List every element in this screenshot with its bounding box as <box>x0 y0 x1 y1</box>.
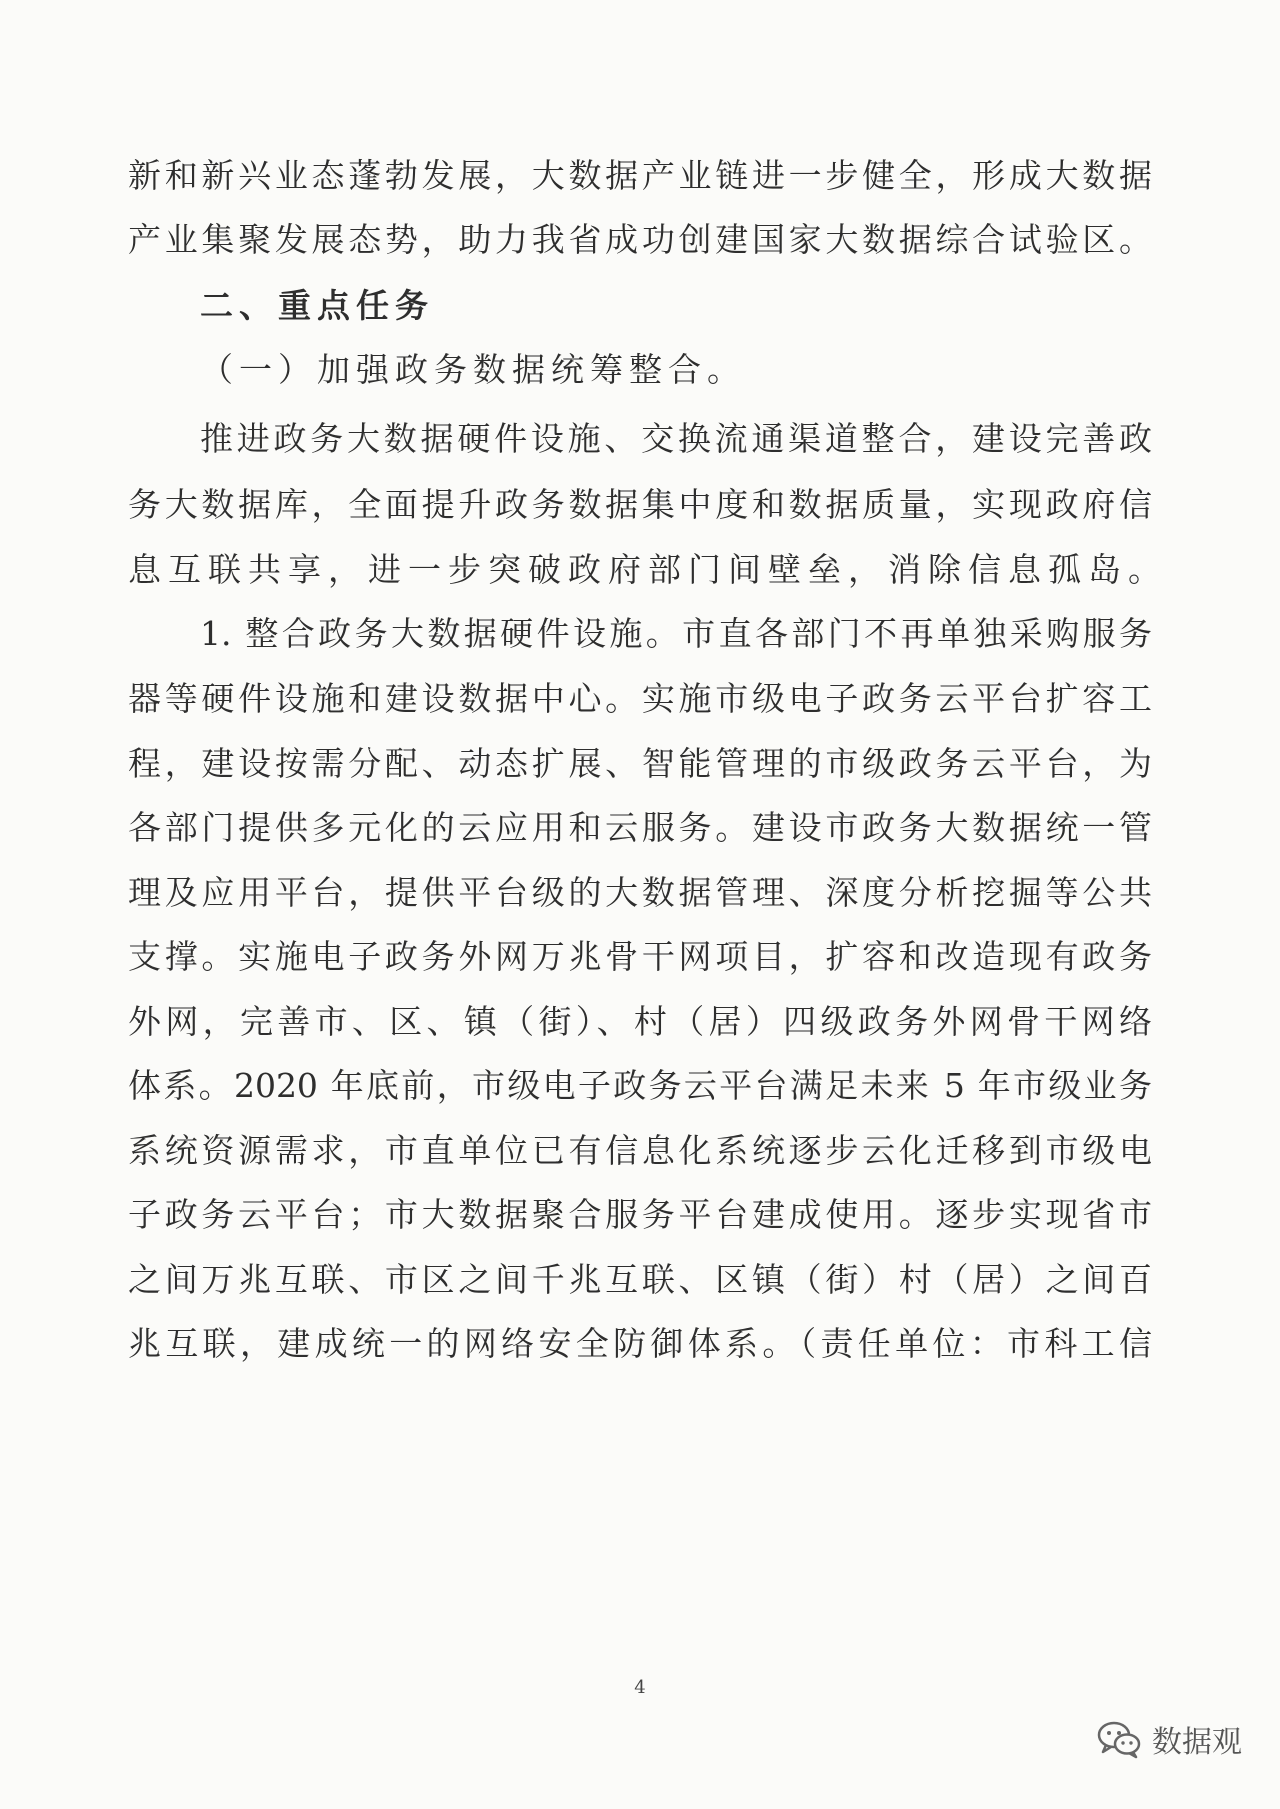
paragraph-line: 之间万兆互联、市区之间千兆互联、区镇（街）村（居）之间百 <box>128 1260 1152 1299</box>
paragraph-line: 1. 整合政务大数据硬件设施。市直各部门不再单独采购服务 <box>200 614 1152 653</box>
paragraph-line: 各部门提供多元化的云应用和云服务。建设市政务大数据统一管 <box>128 808 1152 847</box>
section-heading: 二、重点任务 <box>200 286 434 325</box>
paragraph-line: 体系。2020 年底前，市级电子政务云平台满足未来 5 年市级业务 <box>128 1066 1152 1105</box>
wechat-icon <box>1096 1719 1142 1759</box>
paragraph-line: 兆互联，建成统一的网络安全防御体系。（责任单位：市科工信 <box>128 1324 1152 1363</box>
text-line: 新和新兴业态蓬勃发展，大数据产业链进一步健全，形成大数据 <box>128 156 1152 195</box>
paragraph-line: 务大数据库，全面提升政务数据集中度和数据质量，实现政府信 <box>128 485 1152 524</box>
paragraph-line: 息互联共享，进一步突破政府部门间壁垒，消除信息孤岛。 <box>128 550 1168 589</box>
page-number: 4 <box>634 1677 646 1698</box>
paragraph-line: 理及应用平台，提供平台级的大数据管理、深度分析挖掘等公共 <box>128 873 1152 912</box>
paragraph-line: 支撑。实施电子政务外网万兆骨干网项目，扩容和改造现有政务 <box>128 937 1152 976</box>
paragraph-line: 子政务云平台；市大数据聚合服务平台建成使用。逐步实现省市 <box>128 1195 1152 1234</box>
paragraph-line: 程，建设按需分配、动态扩展、智能管理的市级政务云平台，为 <box>128 744 1152 783</box>
text-line: 产业集聚发展态势，助力我省成功创建国家大数据综合试验区。 <box>128 220 1152 259</box>
subsection-heading: （一）加强政务数据统筹整合。 <box>200 350 746 389</box>
paragraph-line: 推进政务大数据硬件设施、交换流通渠道整合，建设完善政 <box>200 419 1152 458</box>
paragraph-line: 外网，完善市、区、镇（街）、村（居）四级政务外网骨干网络 <box>128 1002 1152 1041</box>
watermark <box>1096 1717 1242 1761</box>
watermark-text: 数据观 <box>1152 1725 1242 1760</box>
paragraph-line: 器等硬件设施和建设数据中心。实施市级电子政务云平台扩容工 <box>128 679 1152 718</box>
paragraph-line: 系统资源需求，市直单位已有信息化系统逐步云化迁移到市级电 <box>128 1131 1152 1170</box>
